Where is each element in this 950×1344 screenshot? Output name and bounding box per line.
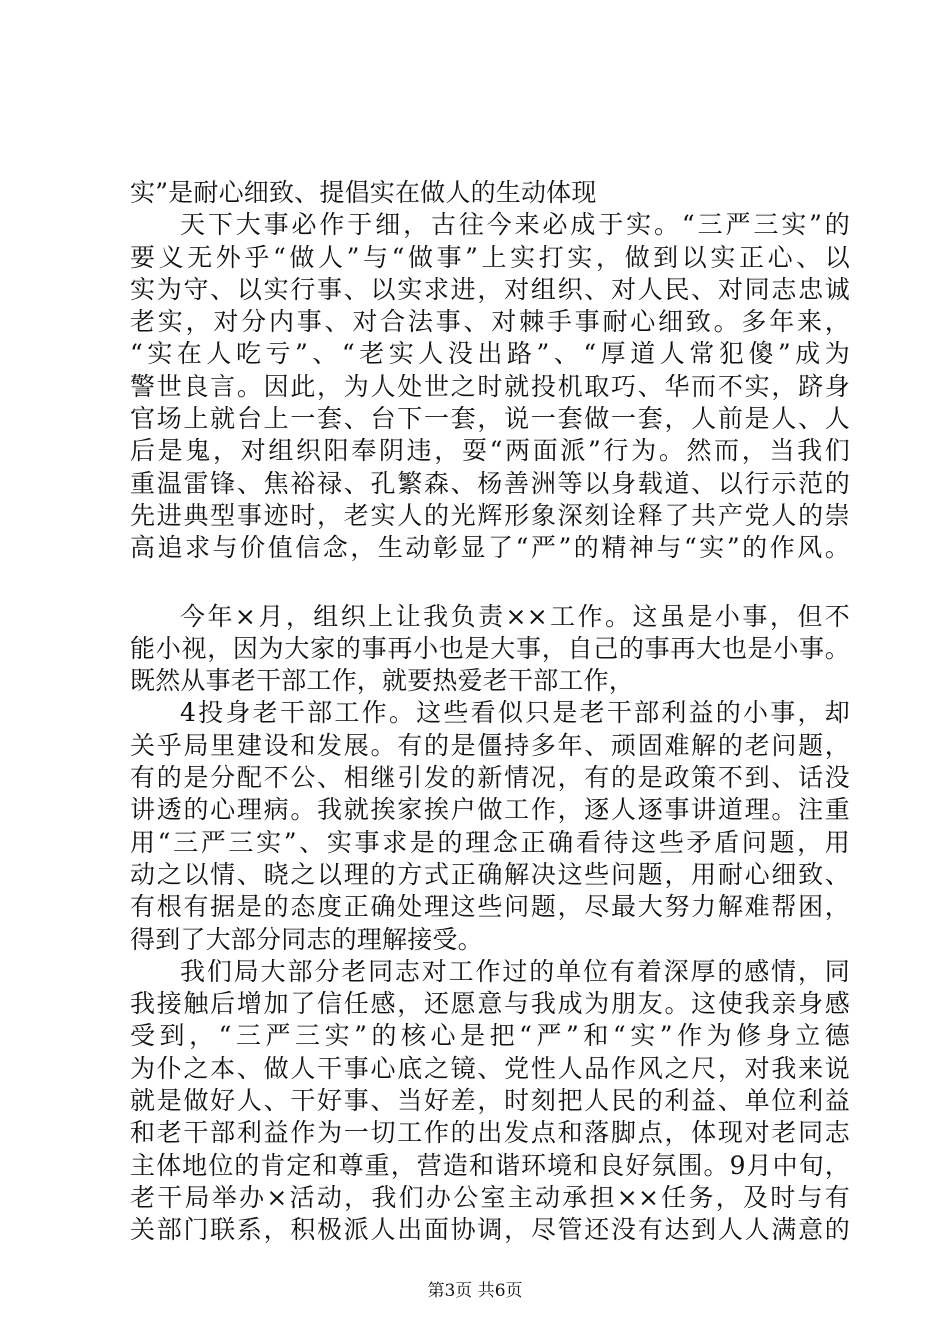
text-line: 实为守、以实行事、以实求进，对组织、对人民、对同志忠诚 [130,274,850,304]
text-line: 用“三严三实”、实事求是的理念正确看待这些矛盾问题，用 [130,827,850,857]
text-line: 先进典型事迹时，老实人的光辉形象深刻诠释了共产党人的崇 [130,500,850,530]
text-line: 有根有据是的态度正确处理这些问题，尽最大努力解难帮困， [130,892,850,922]
text-line: 有的是分配不公、相继引发的新情况，有的是政策不到、话没 [130,763,850,793]
text-line: 为仆之本、做人干事心底之镜、党性人品作风之尺，对我来说 [130,1053,850,1083]
text-line: 能小视，因为大家的事再小也是大事，自己的事再大也是小事。 [130,633,850,663]
text-line: 今年×月，组织上让我负责××工作。这虽是小事，但不 [180,601,850,631]
text-line: 和老干部利益作为一切工作的出发点和落脚点，体现对老同志 [130,1118,850,1148]
text-line: 我们局大部分老同志对工作过的单位有着深厚的感情，同 [180,956,850,986]
text-line: 重温雷锋、焦裕禄、孔繁森、杨善洲等以身载道、以行示范的 [130,468,850,498]
text-line: 要义无外乎“做人”与“做事”上实打实，做到以实正心、以 [130,242,850,272]
text-line: 高追求与价值信念，生动彰显了“严”的精神与“实”的作风。 [130,533,850,563]
text-line: 就是做好人、干好事、当好差，时刻把人民的利益、单位利益 [130,1086,850,1116]
text-line: 关乎局里建设和发展。有的是僵持多年、顽固难解的老问题， [130,730,850,760]
text-line: 天下大事必作于细，古往今来必成于实。“三严三实”的 [180,210,850,240]
text-line: 老干局举办×活动，我们办公室主动承担××任务，及时与有 [130,1182,850,1212]
text-line: 既然从事老干部工作，就要热爱老干部工作， [130,666,635,696]
text-line: 主体地位的肯定和尊重，营造和谐环境和良好氛围。9月中旬， [130,1150,850,1180]
text-line: 4投身老干部工作。这些看似只是老干部利益的小事，却 [180,698,850,728]
text-line: 得到了大部分同志的理解接受。 [130,924,483,954]
text-line: 动之以情、晓之以理的方式正确解决这些问题，用耐心细致、 [130,859,850,889]
text-line: 官场上就台上一套、台下一套，说一套做一套，人前是人、人 [130,404,850,434]
page-number-footer: 第3页 共6页 [427,1281,523,1301]
text-line: 受到，“三严三实”的核心是把“严”和“实”作为修身立德 [130,1021,850,1051]
text-line: 关部门联系，积极派人出面协调，尽管还没有达到人人满意的 [130,1215,850,1245]
text-line: 讲透的心理病。我就挨家挨户做工作，逐人逐事讲道理。注重 [130,795,850,825]
document-body [130,177,850,1247]
text-line: 警世良言。因此，为人处世之时就投机取巧、华而不实，跻身 [130,371,850,401]
text-line: 后是鬼，对组织阳奉阴违，耍“两面派”行为。然而，当我们 [130,436,850,466]
text-line: 老实，对分内事、对合法事、对棘手事耐心细致。多年来， [130,307,850,337]
text-line: 我接触后增加了信任感，还愿意与我成为朋友。这使我亲身感 [130,989,850,1019]
text-line: “实在人吃亏”、“老实人没出路”、“厚道人常犯傻”成为 [130,339,850,369]
paragraph-gap [130,565,850,601]
text-line: 实”是耐心细致、提倡实在做人的生动体现 [130,178,597,207]
